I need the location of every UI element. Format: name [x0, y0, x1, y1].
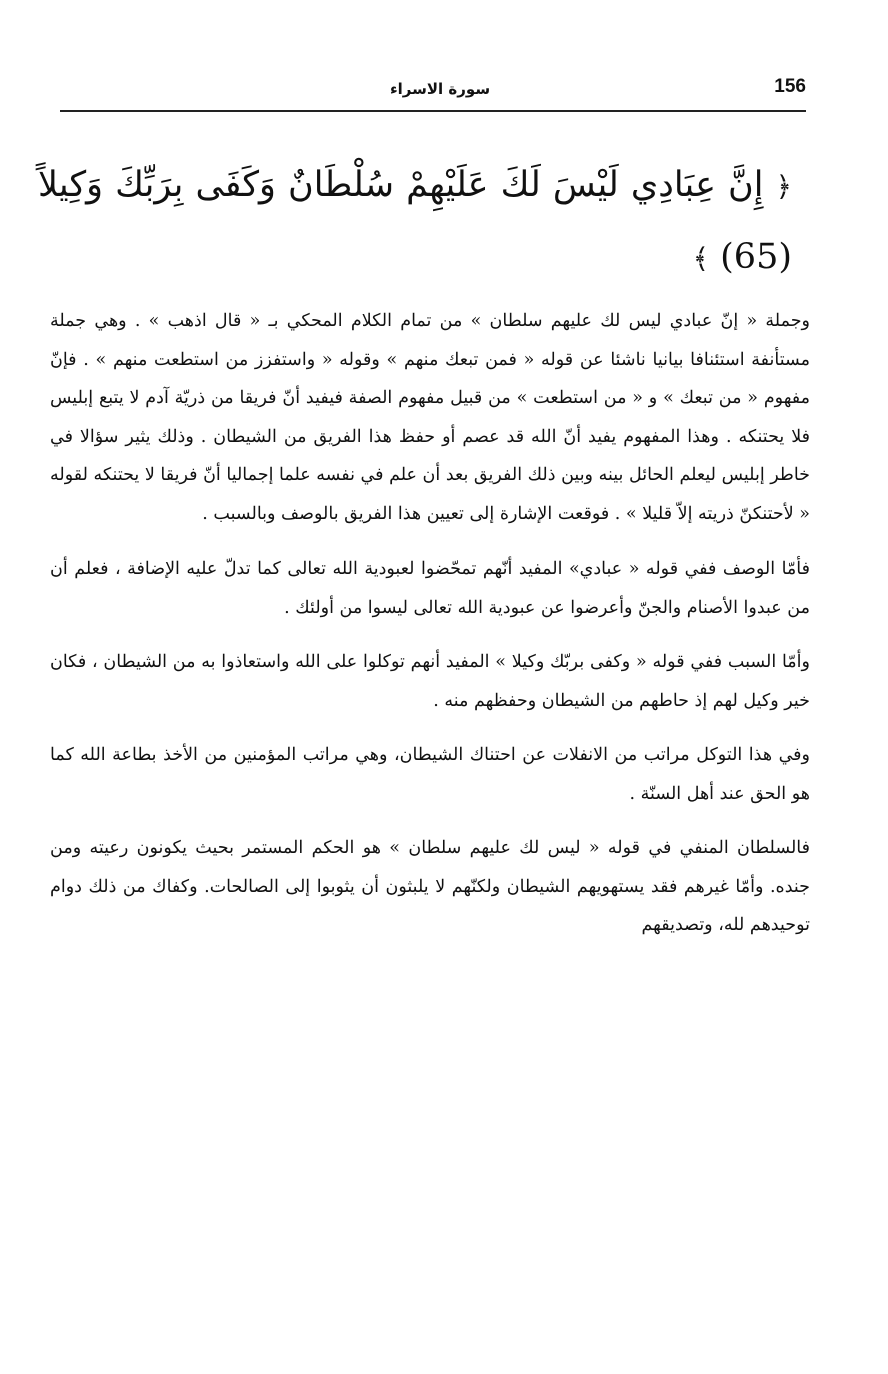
verse-number: (65): [720, 237, 792, 277]
running-title: سورة الاسراء: [390, 80, 491, 98]
paragraph: وأمّا السبب ففي قوله « وكفى بربّك وكيلا » المفيد أنهم توكلوا على الله واستعاذوا به من الشيطان ، فكان خير وكيل لهم إذ حاطهم من الشيطان وحفظهم منه .: [50, 652, 810, 711]
quran-verse: [38, 150, 792, 294]
paragraph: فالسلطان المنفي في قوله « ليس لك عليهم سلطان » هو الحكم المستمر بحيث يكونون رعيته ومن جنده. وأمّا غيرهم فقد يستهويهم الشيطان ولكنّهم لا يلبثون أن يثوبوا إلى الصالحات. وكفاك من ذلك دوام توحيدهم لله، وتصديقهم: [50, 838, 810, 935]
paragraph: فأمّا الوصف ففي قوله « عبادي» المفيد أنّهم تمحّضوا لعبودية الله تعالى كما تدلّ عليه الإضافة ، فعلم أن من عبدوا الأصنام والجنّ وأعرضوا عن عبودية الله تعالى ليسوا من أولئك .: [50, 559, 810, 618]
verse-close-bracket: ﴾: [692, 242, 709, 275]
verse-text: إِنَّ عِبَادِي لَيْسَ لَكَ عَلَيْهِمْ سُلْطَانٌ وَكَفَى بِرَبِّكَ وَكِيلاً: [38, 165, 764, 205]
page-header: [60, 70, 806, 112]
commentary-body: [50, 302, 810, 961]
verse-open-bracket: ﴿: [775, 170, 792, 203]
page-number: 156: [774, 76, 806, 97]
paragraph: وجملة « إنّ عبادي ليس لك عليهم سلطان » من تمام الكلام المحكي بـ « قال اذهب » . وهي جملة مستأنفة استئنافا بيانيا ناشئا عن قوله « فمن تبعك منهم » وقوله « واستفزز من استطعت منهم » . فإنّ مفهوم « من تبعك » و « من استطعت » من قبيل مفهوم الصفة فيفيد أنّ فريقا من ذريّة آدم لا يتبع إبليس فلا يحتنكه . وهذا المفهوم يفيد أنّ الله قد عصم أو حفظ هذا الفريق من الشيطان . وذلك يثير سؤالا في خاطر إبليس ليعلم الحائل بينه وبين ذلك الفريق بعد أن علم في نفسه علما إجماليا أنّ فريقا لا يحتنكه لقوله « لأحتنكنّ ذريته إلاّ قليلا » . فوقعت الإشارة إلى تعيين هذا الفريق بالوصف وبالسبب .: [50, 311, 810, 524]
paragraph: وفي هذا التوكل مراتب من الانفلات عن احتناك الشيطان، وهي مراتب المؤمنين من الأخذ بطاعة الله كما هو الحق عند أهل السنّة .: [50, 745, 810, 804]
